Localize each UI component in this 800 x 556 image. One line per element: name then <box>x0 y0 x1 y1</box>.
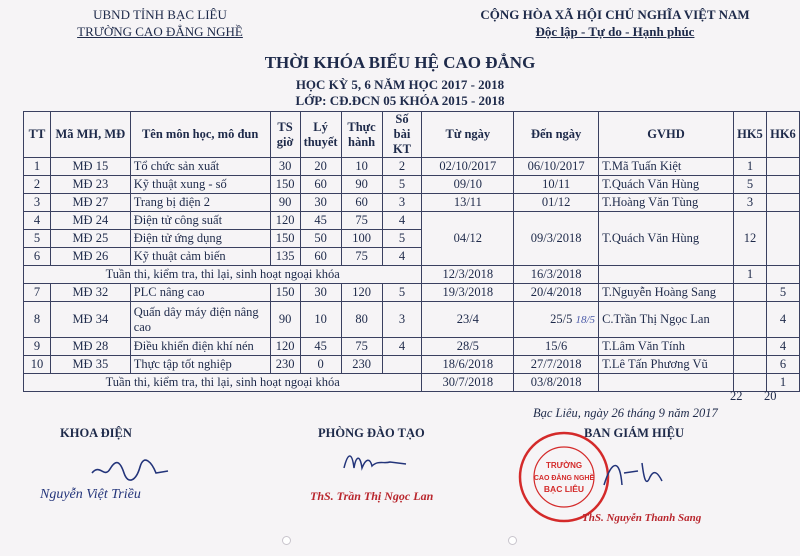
cell-ts: 30 <box>270 158 300 176</box>
seal-line1: TRƯỜNG <box>545 461 583 470</box>
exam-to: 16/3/2018 <box>514 266 599 284</box>
cell-th: 230 <box>341 356 382 374</box>
cell-name: Điện tử công suất <box>130 212 270 230</box>
agency-name: UBND TỈNH BẠC LIÊU <box>93 7 227 22</box>
cell-th: 60 <box>341 194 382 212</box>
col-code: Mã MH, MĐ <box>50 112 130 158</box>
cell-code: MĐ 32 <box>50 284 130 302</box>
cell-hk6: 4 <box>766 338 799 356</box>
cell-name: Thực tập tốt nghiệp <box>130 356 270 374</box>
cell-tt: 2 <box>24 176 51 194</box>
cell-hk6 <box>766 176 799 194</box>
binder-hole <box>282 536 291 545</box>
cell-tt: 5 <box>24 230 51 248</box>
cell-tt: 9 <box>24 338 51 356</box>
cell-to <box>514 302 599 338</box>
cell-tt: 4 <box>24 212 51 230</box>
place-date: Bạc Liêu, ngày 26 tháng 9 năm 2017 <box>533 406 718 420</box>
cell-lt: 30 <box>300 284 341 302</box>
cell-kt: 3 <box>382 302 422 338</box>
cell-code: MĐ 23 <box>50 176 130 194</box>
cell-to: 10/11 <box>514 176 599 194</box>
cell-to: 15/6 <box>514 338 599 356</box>
total-hk6: 20 <box>764 389 777 403</box>
cell-tt: 6 <box>24 248 51 266</box>
cell-th: 75 <box>341 248 382 266</box>
school-name: TRƯỜNG CAO ĐẲNG NGHỀ <box>77 24 243 39</box>
col-name: Tên môn học, mô đun <box>130 112 270 158</box>
cell-code: MĐ 27 <box>50 194 130 212</box>
cell-hk5 <box>733 356 766 374</box>
cell-hk5: 5 <box>733 176 766 194</box>
cell-kt: 5 <box>382 230 422 248</box>
signature-title-khoa: KHOA ĐIỆN <box>60 426 132 440</box>
cell-th: 10 <box>341 158 382 176</box>
cell-th: 75 <box>341 212 382 230</box>
cell-from: 02/10/2017 <box>422 158 514 176</box>
col-hk6: HK6 <box>766 112 799 158</box>
cell-from: 09/10 <box>422 176 514 194</box>
cell-lt: 10 <box>300 302 341 338</box>
table-row <box>24 356 800 374</box>
exam-hk6: 1 <box>766 374 799 392</box>
cell-ts: 150 <box>270 230 300 248</box>
exam-label: Tuần thi, kiểm tra, thi lại, sinh hoạt ngoại khóa <box>24 266 422 284</box>
exam-row <box>24 266 800 284</box>
exam-from: 30/7/2018 <box>422 374 514 392</box>
cell-lt: 60 <box>300 176 341 194</box>
merged-to: 09/3/2018 <box>514 212 599 266</box>
cell-to: 27/7/2018 <box>514 356 599 374</box>
cell-hk5: 3 <box>733 194 766 212</box>
table-row <box>24 158 800 176</box>
cell-th: 80 <box>341 302 382 338</box>
cell-th: 120 <box>341 284 382 302</box>
col-gvhd: GVHD <box>599 112 734 158</box>
signature-title-bgh: BAN GIÁM HIỆU <box>584 426 685 440</box>
table-row <box>24 194 800 212</box>
national-motto: Độc lập - Tự do - Hạnh phúc <box>535 24 695 39</box>
cell-tt: 1 <box>24 158 51 176</box>
table-row <box>24 302 800 338</box>
cell-kt: 5 <box>382 284 422 302</box>
to-date: 25/5 <box>550 311 573 326</box>
cell-kt: 4 <box>382 338 422 356</box>
cell-ts: 150 <box>270 284 300 302</box>
col-th: Thực hành <box>341 112 382 158</box>
document-title: THỜI KHÓA BIỂU HỆ CAO ĐẲNG <box>264 53 536 72</box>
signature-name-bgh: ThS. Nguyễn Thanh Sang <box>582 512 702 524</box>
cell-kt: 3 <box>382 194 422 212</box>
col-kt: Số bài KT <box>382 112 422 158</box>
cell-gvhd: T.Mã Tuấn Kiệt <box>599 158 734 176</box>
cell-ts: 120 <box>270 338 300 356</box>
signature-name-khoa: Nguyễn Việt Triều <box>40 487 141 502</box>
cell-name: Kỹ thuật cảm biến <box>130 248 270 266</box>
cell-to: 06/10/2017 <box>514 158 599 176</box>
signature-title-phong: PHÒNG ĐÀO TẠO <box>318 426 425 440</box>
col-hk5: HK5 <box>733 112 766 158</box>
timetable <box>23 111 800 392</box>
col-ts: TS giờ <box>270 112 300 158</box>
cell-hk6 <box>766 158 799 176</box>
cell-kt: 5 <box>382 176 422 194</box>
cell-tt: 3 <box>24 194 51 212</box>
cell-gvhd: T.Nguyễn Hoàng Sang <box>599 284 734 302</box>
cell-lt: 45 <box>300 212 341 230</box>
merged-gvhd: T.Quách Văn Hùng <box>599 212 734 266</box>
cell-from: 19/3/2018 <box>422 284 514 302</box>
exam-from: 12/3/2018 <box>422 266 514 284</box>
header-left <box>40 6 280 40</box>
exam-row <box>24 374 800 392</box>
cell-to: 20/4/2018 <box>514 284 599 302</box>
cell-hk6: 6 <box>766 356 799 374</box>
header-right <box>445 6 785 40</box>
table-row <box>24 284 800 302</box>
col-tt: TT <box>24 112 51 158</box>
col-to: Đến ngày <box>514 112 599 158</box>
cell-name: Trang bị điện 2 <box>130 194 270 212</box>
cell-ts: 120 <box>270 212 300 230</box>
exam-hk6 <box>766 266 799 284</box>
cell-th: 100 <box>341 230 382 248</box>
cell-code: MĐ 24 <box>50 212 130 230</box>
cell-gvhd: T.Quách Văn Hùng <box>599 176 734 194</box>
col-lt: Lý thuyết <box>300 112 341 158</box>
national-title: CỘNG HÒA XÃ HỘI CHỦ NGHĨA VIỆT NAM <box>480 7 750 22</box>
cell-name: Điều khiển điện khí nén <box>130 338 270 356</box>
cell-name: Điện tử ứng dụng <box>130 230 270 248</box>
semester-line: HỌC KỲ 5, 6 NĂM HỌC 2017 - 2018 <box>295 77 505 92</box>
exam-gvhd <box>599 374 734 392</box>
cell-lt: 20 <box>300 158 341 176</box>
exam-to: 03/8/2018 <box>514 374 599 392</box>
signature-khoa-scribble <box>90 455 170 485</box>
merged-hk5: 12 <box>733 212 766 266</box>
cell-from: 13/11 <box>422 194 514 212</box>
cell-kt: 2 <box>382 158 422 176</box>
cell-name: Kỹ thuật xung - số <box>130 176 270 194</box>
to-date-handwritten-note: 18/5 <box>575 313 596 326</box>
col-from: Từ ngày <box>422 112 514 158</box>
cell-code: MĐ 34 <box>50 302 130 338</box>
class-line: LỚP: CĐ.ĐCN 05 KHÓA 2015 - 2018 <box>295 93 505 108</box>
cell-from: 28/5 <box>422 338 514 356</box>
cell-code: MĐ 25 <box>50 230 130 248</box>
cell-hk6: 4 <box>766 302 799 338</box>
cell-to: 01/12 <box>514 194 599 212</box>
table-row <box>24 176 800 194</box>
cell-th: 90 <box>341 176 382 194</box>
cell-kt: 4 <box>382 248 422 266</box>
signature-phong-scribble <box>340 448 410 476</box>
cell-gvhd: T.Lâm Văn Tính <box>599 338 734 356</box>
seal-line3: BẠC LIÊU <box>543 484 585 494</box>
cell-kt: 4 <box>382 212 422 230</box>
header-row <box>24 112 800 158</box>
cell-name: Tổ chức sản xuất <box>130 158 270 176</box>
signature-bgh-scribble <box>598 455 678 495</box>
cell-lt: 30 <box>300 194 341 212</box>
cell-hk5 <box>733 284 766 302</box>
cell-ts: 90 <box>270 302 300 338</box>
cell-code: MĐ 28 <box>50 338 130 356</box>
exam-hk5: 1 <box>733 266 766 284</box>
cell-ts: 90 <box>270 194 300 212</box>
binder-hole <box>508 536 517 545</box>
cell-code: MĐ 15 <box>50 158 130 176</box>
cell-hk6: 5 <box>766 284 799 302</box>
cell-code: MĐ 35 <box>50 356 130 374</box>
cell-name: PLC nâng cao <box>130 284 270 302</box>
school-seal <box>517 430 611 524</box>
cell-name: Quấn dây máy điện nâng cao <box>130 302 270 338</box>
cell-gvhd: T.Lê Tấn Phương Vũ <box>599 356 734 374</box>
cell-lt: 0 <box>300 356 341 374</box>
merged-from: 04/12 <box>422 212 514 266</box>
table-row <box>24 212 800 230</box>
cell-ts: 150 <box>270 176 300 194</box>
cell-hk5 <box>733 302 766 338</box>
cell-hk5: 1 <box>733 158 766 176</box>
exam-gvhd <box>599 266 734 284</box>
cell-from: 18/6/2018 <box>422 356 514 374</box>
table-row <box>24 338 800 356</box>
cell-gvhd: C.Trần Thị Ngọc Lan <box>599 302 734 338</box>
exam-label: Tuần thi, kiểm tra, thi lại, sinh hoạt ngoại khóa <box>24 374 422 392</box>
cell-th: 75 <box>341 338 382 356</box>
cell-lt: 60 <box>300 248 341 266</box>
cell-gvhd: T.Hoàng Văn Tùng <box>599 194 734 212</box>
cell-from: 23/4 <box>422 302 514 338</box>
cell-lt: 50 <box>300 230 341 248</box>
cell-hk5 <box>733 338 766 356</box>
signature-name-phong: ThS. Trần Thị Ngọc Lan <box>310 489 434 503</box>
merged-hk6 <box>766 212 799 266</box>
cell-lt: 45 <box>300 338 341 356</box>
cell-code: MĐ 26 <box>50 248 130 266</box>
cell-tt: 10 <box>24 356 51 374</box>
seal-line2: CAO ĐẲNG NGHỀ <box>533 475 595 482</box>
total-hk5: 22 <box>730 389 743 403</box>
cell-kt <box>382 356 422 374</box>
cell-ts: 135 <box>270 248 300 266</box>
cell-hk6 <box>766 194 799 212</box>
cell-tt: 8 <box>24 302 51 338</box>
cell-ts: 230 <box>270 356 300 374</box>
cell-tt: 7 <box>24 284 51 302</box>
